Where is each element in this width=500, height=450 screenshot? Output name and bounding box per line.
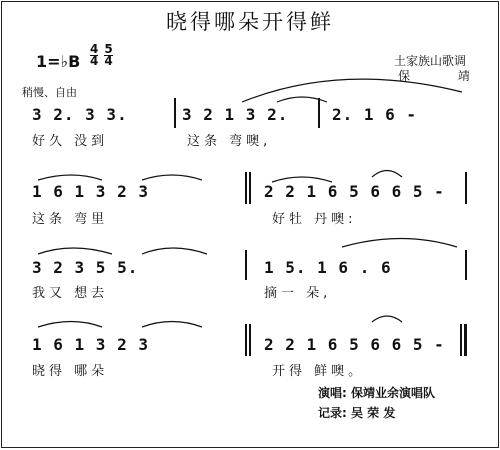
meter-denominator-2: 4 bbox=[104, 54, 113, 68]
phrase-slur-1 bbox=[242, 79, 462, 102]
line2-lyrics-a: 这条 弯里 bbox=[32, 212, 109, 227]
barline bbox=[174, 98, 176, 128]
slur-line2-a bbox=[38, 175, 102, 180]
performer-credit: 演唱: 保靖业余演唱队 bbox=[318, 386, 435, 400]
tie-1 bbox=[277, 97, 327, 102]
meter-numerator-2: 5 bbox=[104, 42, 113, 56]
slur-line4-c bbox=[372, 316, 402, 322]
barline bbox=[465, 172, 467, 204]
barline bbox=[249, 324, 251, 356]
barline bbox=[318, 98, 320, 128]
final-barline-thin bbox=[460, 324, 462, 356]
barline bbox=[245, 324, 247, 356]
slur-line2-b bbox=[142, 175, 202, 180]
barline bbox=[249, 172, 251, 204]
line3-lyrics-a: 我又 想去 bbox=[32, 286, 109, 301]
slur-line3-b bbox=[142, 248, 207, 254]
line1-lyrics-b: 这条 弯噢, bbox=[187, 134, 272, 149]
line2-notes-a: 1 6 1 3 2 3 bbox=[32, 182, 149, 201]
slur-line2-d bbox=[372, 171, 402, 178]
slur-line3-a bbox=[38, 248, 112, 254]
barline bbox=[465, 250, 467, 280]
song-origin: 土家族山歌调 bbox=[394, 54, 467, 68]
slur-line4-a bbox=[38, 322, 102, 328]
meter-denominator-1: 4 bbox=[90, 54, 99, 68]
line3-lyrics-b: 摘一 朵, bbox=[264, 286, 332, 301]
line2-lyrics-b: 好牡 丹噢: bbox=[272, 212, 357, 227]
line1-notes-c: 2. 1 6 - bbox=[332, 105, 418, 124]
line1-notes-a: 3 2. 3 3. bbox=[32, 105, 128, 124]
final-barline-thick bbox=[464, 324, 467, 356]
song-arranger: 保 靖 bbox=[398, 69, 492, 83]
line1-lyrics-a: 好久 没到 bbox=[32, 134, 109, 149]
slur-line3-c bbox=[342, 239, 457, 248]
recorder-credit: 记录: 吴 荣 发 bbox=[318, 406, 396, 420]
song-title: 晓得哪朵开得鲜 bbox=[166, 10, 334, 34]
line3-notes-b: 1 5. 1 6 . 6 bbox=[264, 258, 392, 277]
barline bbox=[245, 172, 247, 204]
slur-line4-b bbox=[142, 322, 202, 328]
line4-notes-a: 1 6 1 3 2 3 bbox=[32, 335, 149, 354]
line4-lyrics-b: 开得 鲜噢。 bbox=[272, 364, 366, 379]
line4-notes-b: 2 2 1 6 5 6 6 5 - bbox=[264, 335, 445, 354]
meter-numerator-1: 4 bbox=[90, 42, 99, 56]
key-signature: 1=♭B bbox=[36, 52, 81, 71]
tempo-marking: 稍慢、自由 bbox=[22, 86, 77, 99]
line1-notes-b: 3 2 1 3 2. bbox=[182, 105, 289, 124]
line4-lyrics-a: 晓得 哪朵 bbox=[32, 364, 109, 379]
barline bbox=[245, 250, 247, 280]
sheet-music-page bbox=[1, 1, 499, 448]
line2-notes-b: 2 2 1 6 5 6 6 5 - bbox=[264, 182, 445, 201]
line3-notes-a: 3 2 3 5 5. bbox=[32, 258, 139, 277]
